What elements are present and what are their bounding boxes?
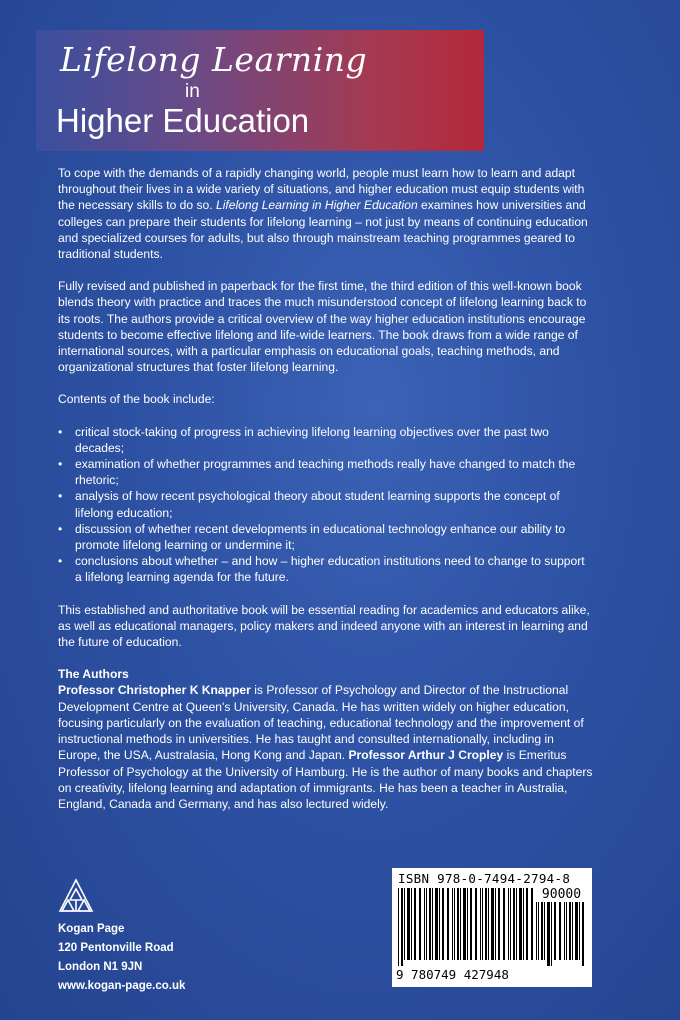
publisher-city: London N1 9JN <box>58 961 143 973</box>
list-item: • analysis of how recent psychological theory about student learning supports the concept of lifelong education; <box>58 488 594 520</box>
barcode-bar <box>457 888 459 960</box>
title-in: in <box>185 81 200 102</box>
author-1-name: Professor Christopher K Knapper <box>58 683 251 698</box>
barcode-bar <box>407 888 410 960</box>
barcode-bar <box>516 888 517 960</box>
publisher-block <box>58 878 258 996</box>
barcode-bar <box>503 888 505 960</box>
barcode-bar <box>498 888 500 960</box>
barcode-bar <box>460 888 461 960</box>
list-item: • examination of whether programmes and teaching methods really have changed to match the rhetoric; <box>58 456 594 488</box>
barcode-bar <box>401 888 403 966</box>
barcode-bar <box>531 888 533 960</box>
blurb-text <box>58 165 594 828</box>
blurb-paragraph-3: This established and authoritative book will be essential reading for academics and educators alike, as well as educational managers, policy makers and indeed anyone with an interest in learning and the future of education. <box>58 602 590 650</box>
list-item: • conclusions about whether – and how – higher education institutions need to change to support a lifelong learning agenda for the future. <box>58 553 594 585</box>
barcode-bar <box>454 888 455 960</box>
publisher-street: 120 Pentonville Road <box>58 942 174 954</box>
barcode-bar <box>442 888 444 960</box>
barcode-bar <box>411 888 412 960</box>
barcode-bar <box>485 888 487 960</box>
authors-heading: The Authors <box>58 667 129 682</box>
barcode-bar <box>467 888 468 960</box>
blurb-paragraph-2: Fully revised and published in paperback for the first time, the third edition of this well-known book blends theory with practice and traces the much misunderstood concept of lifelong learning back to its roots. The authors provide a critical overview of the way higher education institutions encourage students to become effective lifelong and life-wide learners. The book draws from a wide range of international sources, with a particular emphasis on educational goals, teaching methods, and organizational structures that foster lifelong learning. <box>58 279 587 375</box>
list-item: • critical stock-taking of progress in achieving lifelong learning objectives over the past two decades; <box>58 424 594 456</box>
isbn-text: ISBN 978-0-7494-2794-8 <box>398 871 571 886</box>
barcode-bar <box>419 888 421 960</box>
ean-text: 9 780749 427948 <box>396 967 546 983</box>
barcode-bar <box>482 888 483 960</box>
title-panel <box>36 30 484 151</box>
barcode-bar <box>426 888 427 960</box>
title-line-2: Higher Education <box>56 102 310 139</box>
author-2-name: Professor Arthur J Cropley <box>348 748 504 763</box>
publisher-name: Kogan Page <box>58 923 125 935</box>
publisher-website: www.kogan-page.co.uk <box>58 980 186 992</box>
barcode-bar <box>432 888 433 960</box>
barcode-bar <box>447 888 449 960</box>
barcode-bar <box>435 888 438 960</box>
list-item: • discussion of whether recent developments in educational technology enhance our ability to promote lifelong learning or undermine it; <box>58 521 594 553</box>
book-title-italic: Lifelong Learning in Higher Education <box>215 198 418 213</box>
contents-intro: Contents of the book include: <box>58 392 215 407</box>
title-line-1: Lifelong Learning <box>60 40 368 79</box>
barcode-bar <box>452 888 453 960</box>
barcode-bar <box>523 888 524 960</box>
barcode-bar <box>463 888 466 960</box>
barcode-bar <box>513 888 515 960</box>
barcode-bar <box>398 888 399 966</box>
contents-list <box>58 424 594 586</box>
barcode-bar <box>480 888 481 960</box>
barcode-bar <box>424 888 425 960</box>
price-code: 90000 <box>535 888 588 902</box>
barcode-bar <box>488 888 489 960</box>
barcode-bar <box>404 888 405 960</box>
barcode-bar <box>495 888 496 960</box>
barcode-bar <box>508 888 509 960</box>
blurb-paragraph-1: To cope with the demands of a rapidly changing world, people must learn how to learn and adapt throughout their lives in a wide variety of situations, and higher education must equip students with the necessary skills to do so. Lifelong Learning in Higher Education examines how universities and colleges can prepare their students for lifelong learning – not just by means of continuing education and specialized courses for adults, but also through mainstream teaching programmes geared to traditional students. <box>58 166 588 262</box>
barcode-bar <box>439 888 440 960</box>
barcode-bar <box>519 888 522 960</box>
barcode-bar <box>414 888 416 960</box>
barcode-bar <box>491 888 494 960</box>
barcode-bar <box>429 888 431 960</box>
barcode-bar <box>470 888 472 960</box>
isbn-barcode-box <box>392 868 592 987</box>
kogan-page-logo-icon <box>58 878 94 914</box>
authors-bio: Professor Christopher K Knapper is Professor of Psychology and Director of the Instructional Development Centre at Queen's University, Canada. He has written widely on higher education, focusing particularly on the evaluation of teaching, educational technology and the improvement of instructional methods in universities. He has taught and consulted internationally, including in Europe, the USA, Australasia, Hong Kong and Japan. Professor Arthur J Cropley is Emeritus Professor of Psychology at the University of Hamburg. He is the author of many books and chapters on creativity, lifelong learning and adaptation of immigrants. He has been a teacher in Australia, England, Canada and Germany, and has also lectured widely. <box>58 683 593 811</box>
barcode-bar <box>510 888 511 960</box>
barcode-bar <box>475 888 477 960</box>
barcode-bar <box>526 888 528 960</box>
